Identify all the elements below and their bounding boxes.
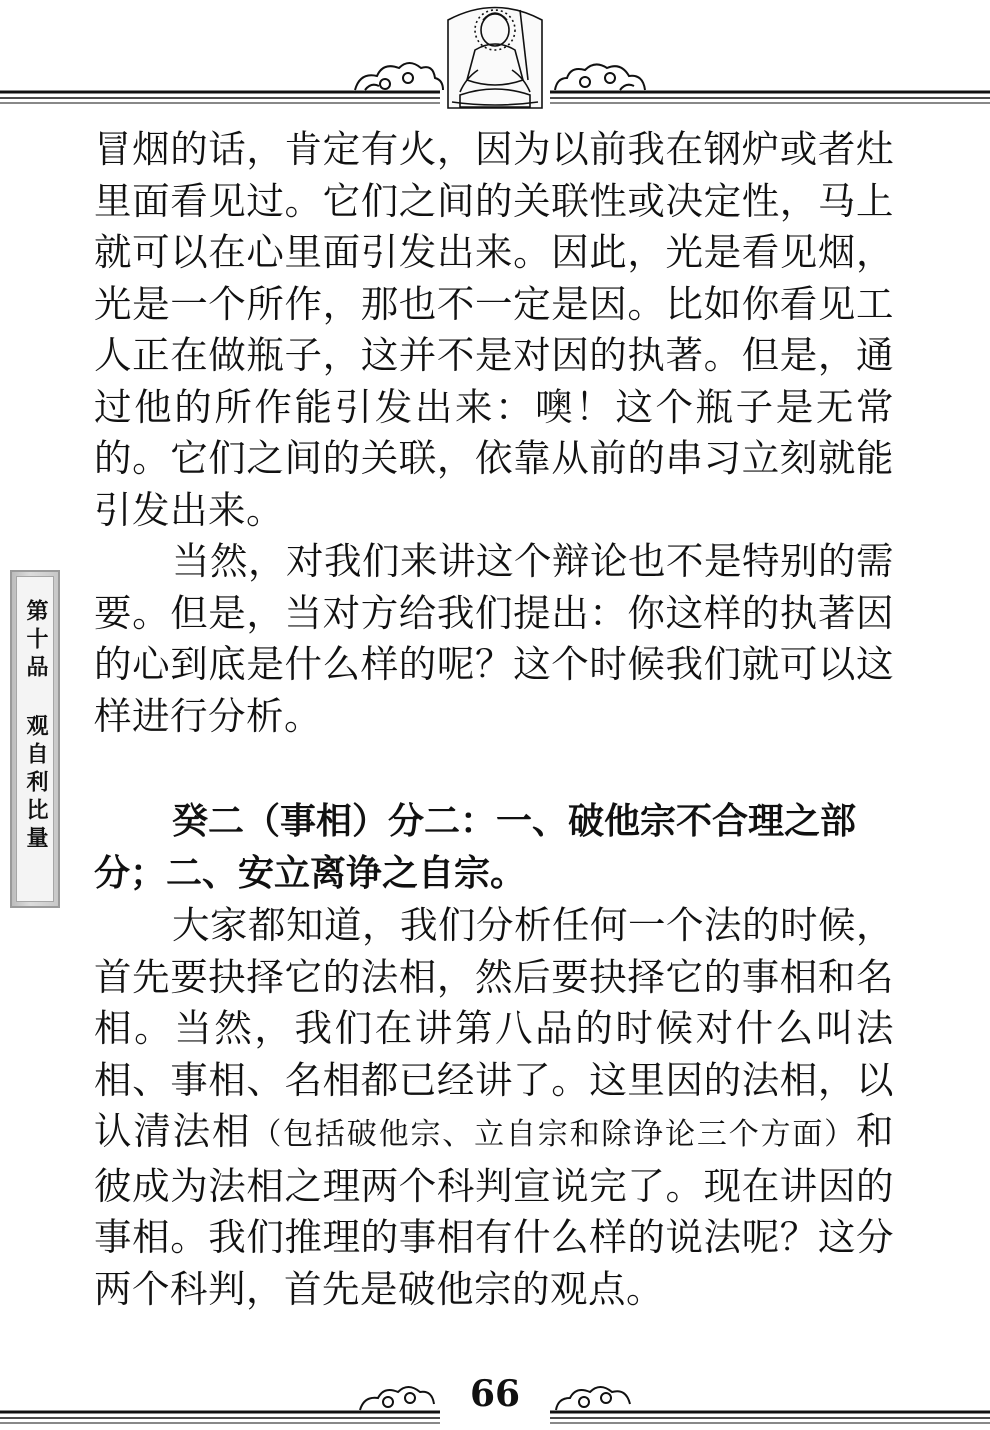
header-ornament-svg [0,0,990,110]
cloud-ornament-right [555,64,645,90]
paragraph-3-parenthetical: （包括破他宗、立自宗和除诤论三个方面） [251,1117,857,1152]
paragraph-2: 当然，对我们来讲这个辩论也不是特别的需要。但是，当对方给我们提出：你这样的执著因的心到底是什么样的呢？这个时候我们就可以这样进行分析。 [94,539,894,738]
chapter-side-tab-inner [16,576,54,902]
cloud-ornament-left [355,63,443,90]
header-ornament [0,0,990,110]
paragraph-3-part-a: 大家都知道，我们分析任何一个法的时候，首先要抉择它的法相，然后要抉择它的事相和名相。当然，我们在讲第八品的时候对什么叫法相、事相、名相都已经讲了。这里因的法相，以认清法相 [94,903,894,1153]
section-gap [94,742,894,796]
paragraph-3-part-b: 和彼成为法相之理两个科判宣说完了。现在讲因的事相。我们推理的事相有什么样的说法呢？这分两个科判，首先是破他宗的观点。 [94,1109,895,1311]
section-heading: 癸二（事相）分二：一、破他宗不合理之部分；二、安立离诤之自宗。 [94,801,857,894]
paragraph-3 [94,900,894,1315]
page-number: 66 [469,1373,521,1415]
body-text [94,124,894,1315]
chapter-side-tab [10,570,60,908]
paragraph-1: 冒烟的话，肯定有火，因为以前我在钢炉或者灶里面看见过。它们之间的关联性或决定性，马上就可以在心里面引发出来。因此，光是看见烟，光是一个所作，那也不一定是因。比如你看见工人正在做瓶子，这并不是对因的执著。但是，通过他的所作能引发出来：噢！这个瓶子是无常的。它们之间的关联，依靠从前的串习立刻就能引发出来。 [94,127,894,532]
chapter-title-vertical: 第十品 观自利比量 [23,599,48,854]
deity-figure-icon [448,8,542,109]
